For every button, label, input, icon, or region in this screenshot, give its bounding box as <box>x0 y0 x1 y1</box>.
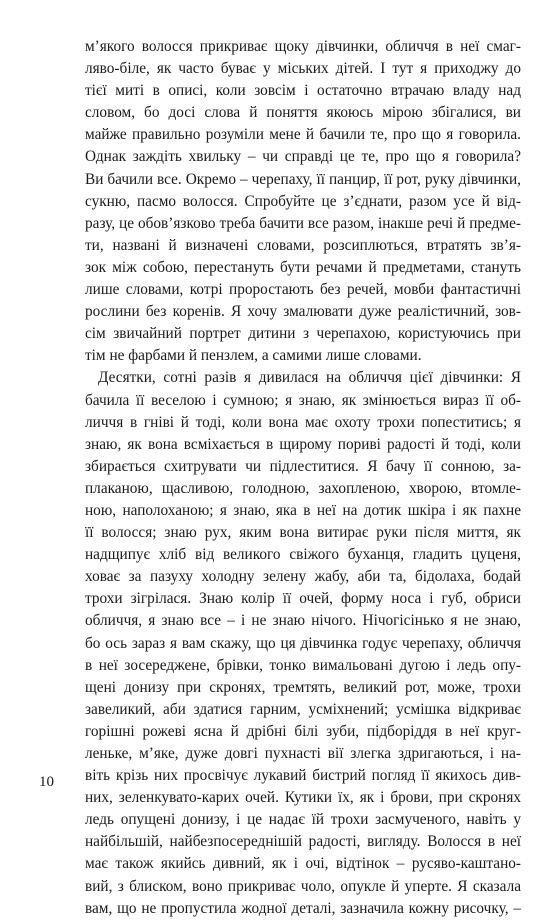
text-line: віть крізь них просвічує лукавий бистрий погляд її якихось див- <box>85 767 521 785</box>
text-line: Однак заждіть хвильку – чи справді це те, про що я говорила? <box>85 148 521 166</box>
text-line: словом, бо досі слова й поняття якоюсь мірою збігалися, ви <box>85 104 521 122</box>
text-line: її волосся; знаю рух, яким вона витирає руки після миття, як <box>85 524 521 542</box>
text-line: разу, це обов’язково треба бачити все разом, інакше речі й предме- <box>85 214 521 232</box>
text-line: надщипує хліб від великого свіжого буханця, гладить цуценя, <box>85 546 521 564</box>
text-line: них, зеленкувато-карих очей. Кутики їх, як і брови, при скронях <box>85 789 521 807</box>
text-line: бачила її веселою і сумною; я знаю, як змінюється вираз її об- <box>85 391 521 409</box>
text-line: тієї миті в описі, коли зовсім і остаточно втрачаю владу над <box>85 82 521 100</box>
text-line: лише словами, котрі проростають без речей, мовби фантастичні <box>85 281 521 299</box>
text-line: сім звичайний портрет дитини з черепахою, користуючись при <box>85 325 521 343</box>
text-line: завеликий, аби здатися гарним, усміхнений; усмішка відкриває <box>85 700 521 718</box>
page-number: 10 <box>39 774 54 790</box>
page-body <box>85 36 521 920</box>
text-line: тім не фарбами й пензлем, а самими лише словами. <box>85 347 422 365</box>
text-line: личчя в гніві й тоді, коли вона має охоту трохи попеститись; я <box>85 413 521 431</box>
text-line: найбільшій, найбезпосереднішій радості, вигляду. Волосся в неї <box>85 833 521 851</box>
text-line: збирається схитрувати чи підлеститися. Я бачу її сонною, за- <box>85 457 521 475</box>
text-line: ледь опущені донизу, і це надає їй трохи засмученого, навіть у <box>85 811 521 829</box>
text-line: в неї зосереджене, брівки, тонко вимальовані дугою і ледь опу- <box>85 656 521 674</box>
text-line: горішні рожеві ясна й дрібні білі зуби, підборіддя в неї круг- <box>85 722 521 740</box>
text-line: ляво-біле, як часто буває у міських дітей. І тут я приходжу до <box>85 60 521 78</box>
text-line: Десятки, сотні разів я дивилася на обличчя цієї дівчинки: Я <box>98 369 521 387</box>
text-line: майже правильно розуміли мене й бачили те, про що я говорила. <box>85 126 521 144</box>
text-line: зок між собою, перестануть бути речами й предметами, стануть <box>85 258 521 276</box>
text-line: сукню, пасмо волосся. Спробуйте це з’єднати, разом усе й від- <box>85 192 521 210</box>
paragraph-1 <box>85 36 521 367</box>
paragraph-2 <box>85 367 521 919</box>
text-line: бо ось зараз я вам скажу, що ця дівчинка годує черепаху, обличчя <box>85 634 521 652</box>
text-line: вам, що не пропустила жодної деталі, зазначила кожну рисочку, – <box>85 899 521 917</box>
text-line: рослини без коренів. Я хочу змалювати дуже реалістичний, зов- <box>85 303 521 321</box>
text-line: знаю, як вона всміхається в щирому пориві радості й тоді, коли <box>85 435 521 453</box>
text-line: обличчя, я знаю все – і не знаю нічого. Нічогісінько я не знаю, <box>85 612 521 630</box>
text-line: ною, наполоханою; я знаю, яка в неї на дотик шкіра і як пахне <box>85 501 521 519</box>
text-line: ховає за пазуху холодну зелену жабу, аби та, бідолаха, бодай <box>85 568 521 586</box>
text-line: Ви бачили все. Окремо – черепаху, її панцир, її рот, руку дівчинки, <box>85 170 521 188</box>
text-line: ти, названі й визначені словами, розсиплються, втратять зв’я- <box>85 236 521 254</box>
text-line: трохи зігрілася. Знаю колір її очей, форму носа і губ, обриси <box>85 590 521 608</box>
text-line: леньке, м’яке, дуже довгі пухнасті вії злегка здригаються, і на- <box>85 745 521 762</box>
text-line: м’якого волосся прикриває щоку дівчинки, обличчя в неї смаг- <box>85 38 521 55</box>
text-line: плаканою, щасливою, голодною, захопленою, хворою, втомле- <box>85 479 521 497</box>
text-line: щені донизу при скронях, тремтять, великий рот, може, трохи <box>85 678 521 696</box>
text-line: має також якийсь дивний, як і очі, відтінок – русяво-каштано- <box>85 855 521 873</box>
text-line: вий, з блиском, воно прикриває чоло, опукле й уперте. Я сказала <box>85 877 521 895</box>
